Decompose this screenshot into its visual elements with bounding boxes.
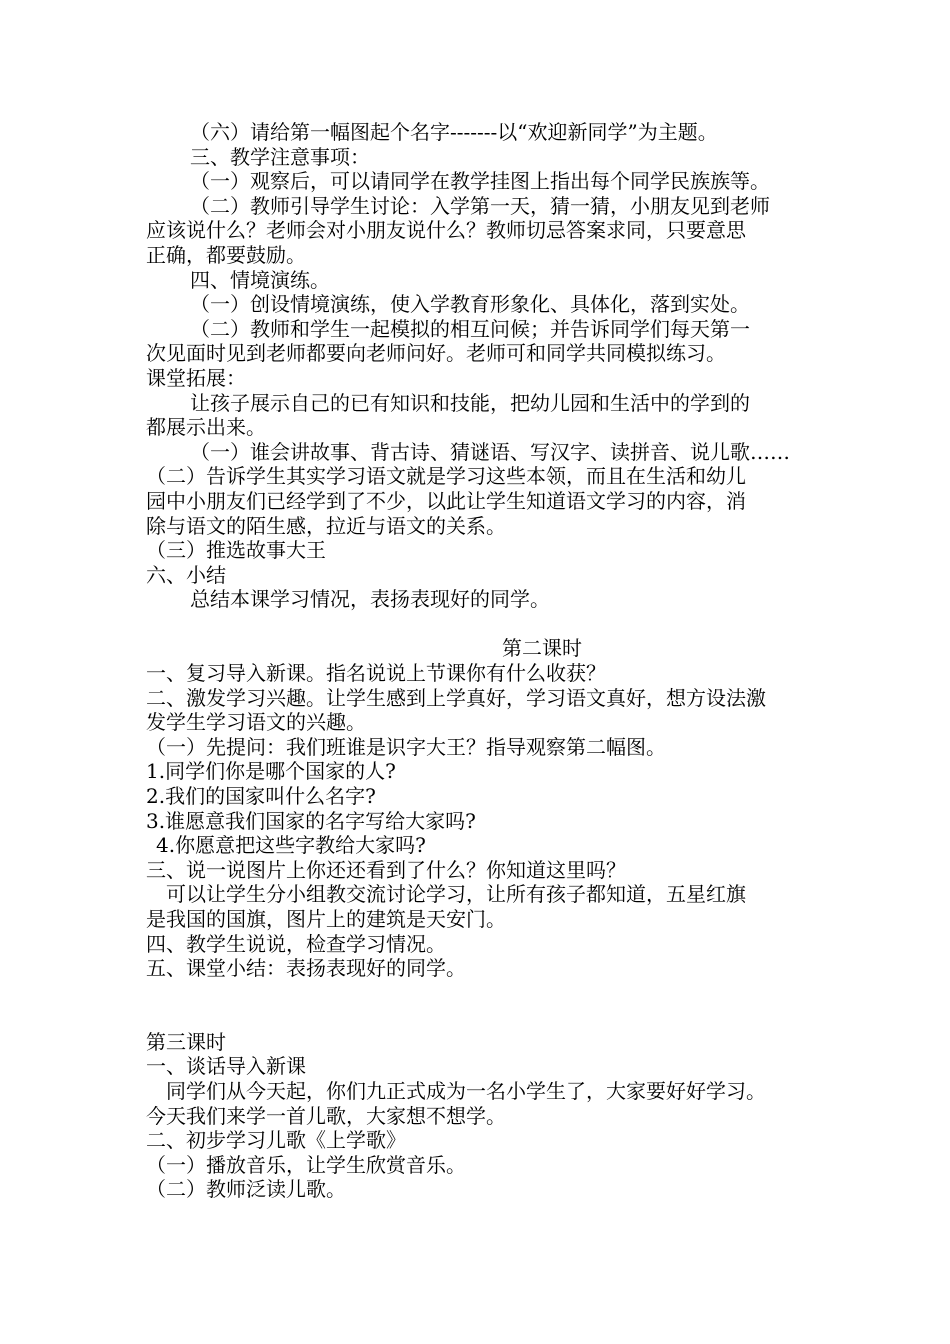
text-line: 今天我们来学一首儿歌，大家想不想学。	[146, 1103, 506, 1128]
document-body	[146, 120, 810, 1202]
blank-line	[146, 981, 810, 1030]
text-line: 可以让学生分小组教交流讨论学习，让所有孩子都知道，五星红旗	[166, 882, 746, 907]
list-item: 2.我们的国家叫什么名字?	[146, 784, 376, 809]
text-line: 一、复习导入新课。指名说说上节课你有什么收获？	[146, 661, 606, 686]
text-line: 四、情境演练。	[190, 267, 330, 292]
text-line: 除与语文的陌生感，拉近与语文的关系。	[146, 513, 506, 538]
lesson-title: 第三课时	[146, 1029, 226, 1054]
text-line: 同学们从今天起，你们九正式成为一名小学生了，大家要好好学习。	[166, 1078, 766, 1103]
text-line: （一）观察后，可以请同学在教学挂图上指出每个同学民族族等。	[190, 169, 770, 194]
text-line: （一）谁会讲故事、背古诗、猜谜语、写汉字、读拼音、说儿歌……	[190, 439, 790, 464]
text-line: （一）播放音乐，让学生欣赏音乐。	[146, 1152, 466, 1177]
text-line: 都展示出来。	[146, 415, 266, 440]
text-line: （二）教师泛读儿歌。	[146, 1177, 346, 1202]
text-line: 总结本课学习情况，表扬表现好的同学。	[190, 587, 550, 612]
text-line: （一）创设情境演练，使入学教育形象化、具体化，落到实处。	[190, 292, 750, 317]
list-item: 1.同学们你是哪个国家的人?	[146, 759, 396, 784]
text-line: 发学生学习语文的兴趣。	[146, 710, 366, 735]
text-line: 二、初步学习儿歌《上学歌》	[146, 1128, 406, 1153]
text-line: 二、激发学习兴趣。让学生感到上学真好，学习语文真好，想方设法激	[146, 685, 766, 710]
lesson-title: 第二课时	[502, 636, 582, 661]
text-line: 正确，都要鼓励。	[146, 242, 306, 267]
text-line: （二）告诉学生其实学习语文就是学习这些本领，而且在生活和幼儿	[146, 464, 746, 489]
text-line: （一）先提问：我们班谁是识字大王？指导观察第二幅图。	[146, 734, 666, 759]
text-line: 是我国的国旗，图片上的建筑是天安门。	[146, 907, 506, 931]
text-line: （二）教师和学生一起模拟的相互问候；并告诉同学们每天第一	[190, 316, 750, 341]
text-line: 应该说什么？老师会对小朋友说什么？教师切忌答案求同，只要意思	[146, 218, 746, 243]
text-line: 园中小朋友们已经学到了不少，以此让学生知道语文学习的内容，消	[146, 488, 746, 513]
text-line: 四、教学生说说，检查学习情况。	[146, 931, 446, 956]
section-heading: 六、小结	[146, 562, 226, 587]
blank-line	[146, 612, 810, 637]
text-line: 让孩子展示自己的已有知识和技能，把幼儿园和生活中的学到的	[190, 390, 750, 415]
text-line: （二）教师引导学生讨论：入学第一天，猜一猜，小朋友见到老师	[190, 193, 770, 218]
text-line: 五、课堂小结：表扬表现好的同学。	[146, 956, 466, 981]
text-line: 三、教学注意事项：	[190, 144, 370, 169]
text-line: 三、说一说图片上你还还看到了什么？你知道这里吗？	[146, 857, 626, 882]
list-item: 3.谁愿意我们国家的名字写给大家吗?	[146, 808, 476, 833]
text-line: （六）请给第一幅图起个名字-------以“欢迎新同学”为主题。	[190, 120, 718, 144]
text-line: 一、谈话导入新课	[146, 1054, 306, 1079]
text-line: （三）推选故事大王	[146, 538, 326, 563]
section-heading: 课堂拓展：	[146, 365, 246, 390]
text-line: 次见面时见到老师都要向老师问好。老师可和同学共同模拟练习。	[146, 341, 726, 366]
list-item: 4.你愿意把这些字教给大家吗?	[156, 833, 426, 858]
